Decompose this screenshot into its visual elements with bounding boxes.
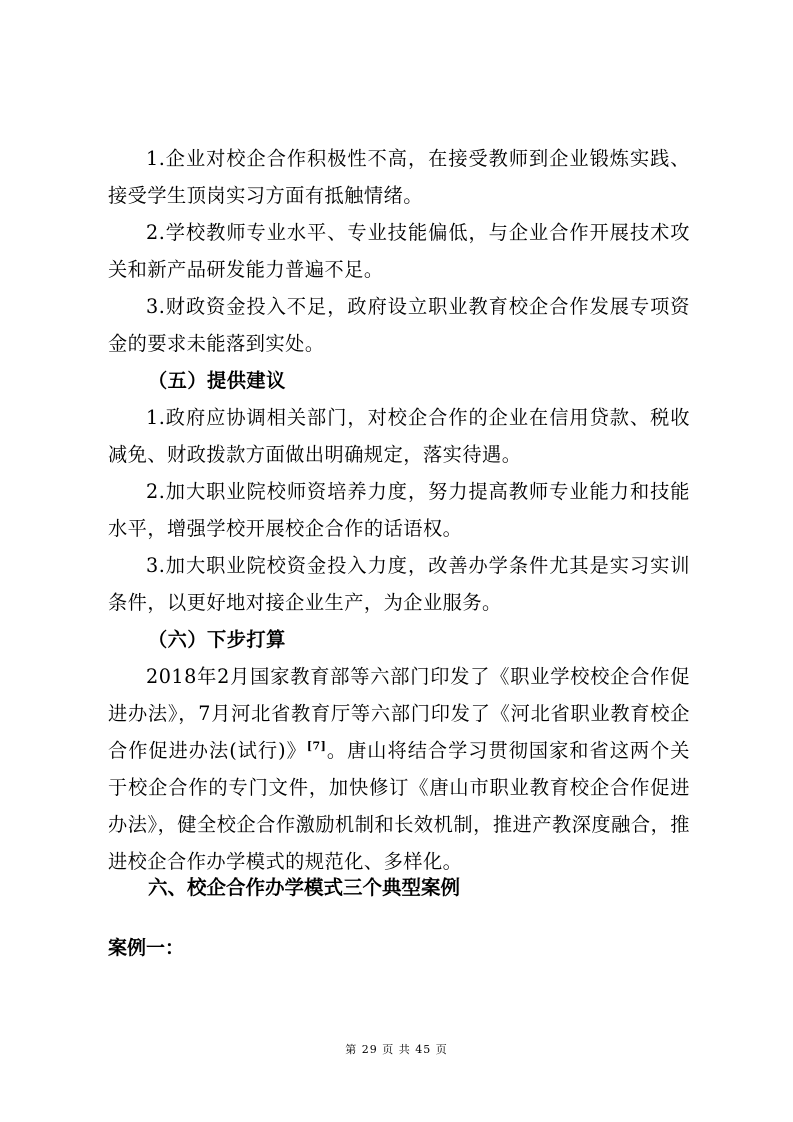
- case-label: 案例一：: [108, 937, 185, 959]
- subheading-suggestions: （五）提供建议: [148, 369, 286, 392]
- section-heading: 六、校企合作办学模式三个典型案例: [148, 876, 461, 899]
- paragraph-next-steps: [108, 658, 690, 880]
- page-footer: 第 29 页 共 45 页: [345, 1043, 448, 1056]
- paragraph-next-steps-part2: 。唐山将结合学习贯彻国家和省这两个关于校企合作的专门文件，加快修订《唐山市职业教育校企合作促进办法》，健全校企合作激励机制和长效机制，推进产教深度融合，推进校企合作办学模式的规范化、多样化。: [108, 739, 690, 873]
- paragraph-suggestion-3: 3.加大职业院校资金投入力度，改善办学条件尤其是实习实训条件，以更好地对接企业生产，为企业服务。: [108, 554, 690, 614]
- paragraph-suggestion-1: 1.政府应协调相关部门，对校企合作的企业在信用贷款、税收减免、财政拨款方面做出明确规定，落实待遇。: [108, 406, 690, 466]
- paragraph-problem-3: 3.财政资金投入不足，政府设立职业教育校企合作发展专项资金的要求未能落到实处。: [108, 295, 690, 355]
- paragraph-suggestion-2: 2.加大职业院校师资培养力度，努力提高教师专业能力和技能水平，增强学校开展校企合作的话语权。: [108, 480, 690, 540]
- subheading-next-steps: （六）下步打算: [148, 628, 286, 651]
- paragraph-next-steps-part1: 2018年2月国家教育部等六部门印发了《职业学校校企合作促进办法》，7月河北省教育厅等六部门印发了《河北省职业教育校企合作促进办法(试行)》: [108, 665, 690, 762]
- paragraph-problem-1: 1.企业对校企合作积极性不高，在接受教师到企业锻炼实践、接受学生顶岗实习方面有抵触情绪。: [108, 147, 690, 207]
- paragraph-problem-2: 2.学校教师专业水平、专业技能偏低，与企业合作开展技术攻关和新产品研发能力普遍不足。: [108, 221, 690, 281]
- citation-marker: [7]: [306, 739, 327, 753]
- body-text: [108, 140, 690, 880]
